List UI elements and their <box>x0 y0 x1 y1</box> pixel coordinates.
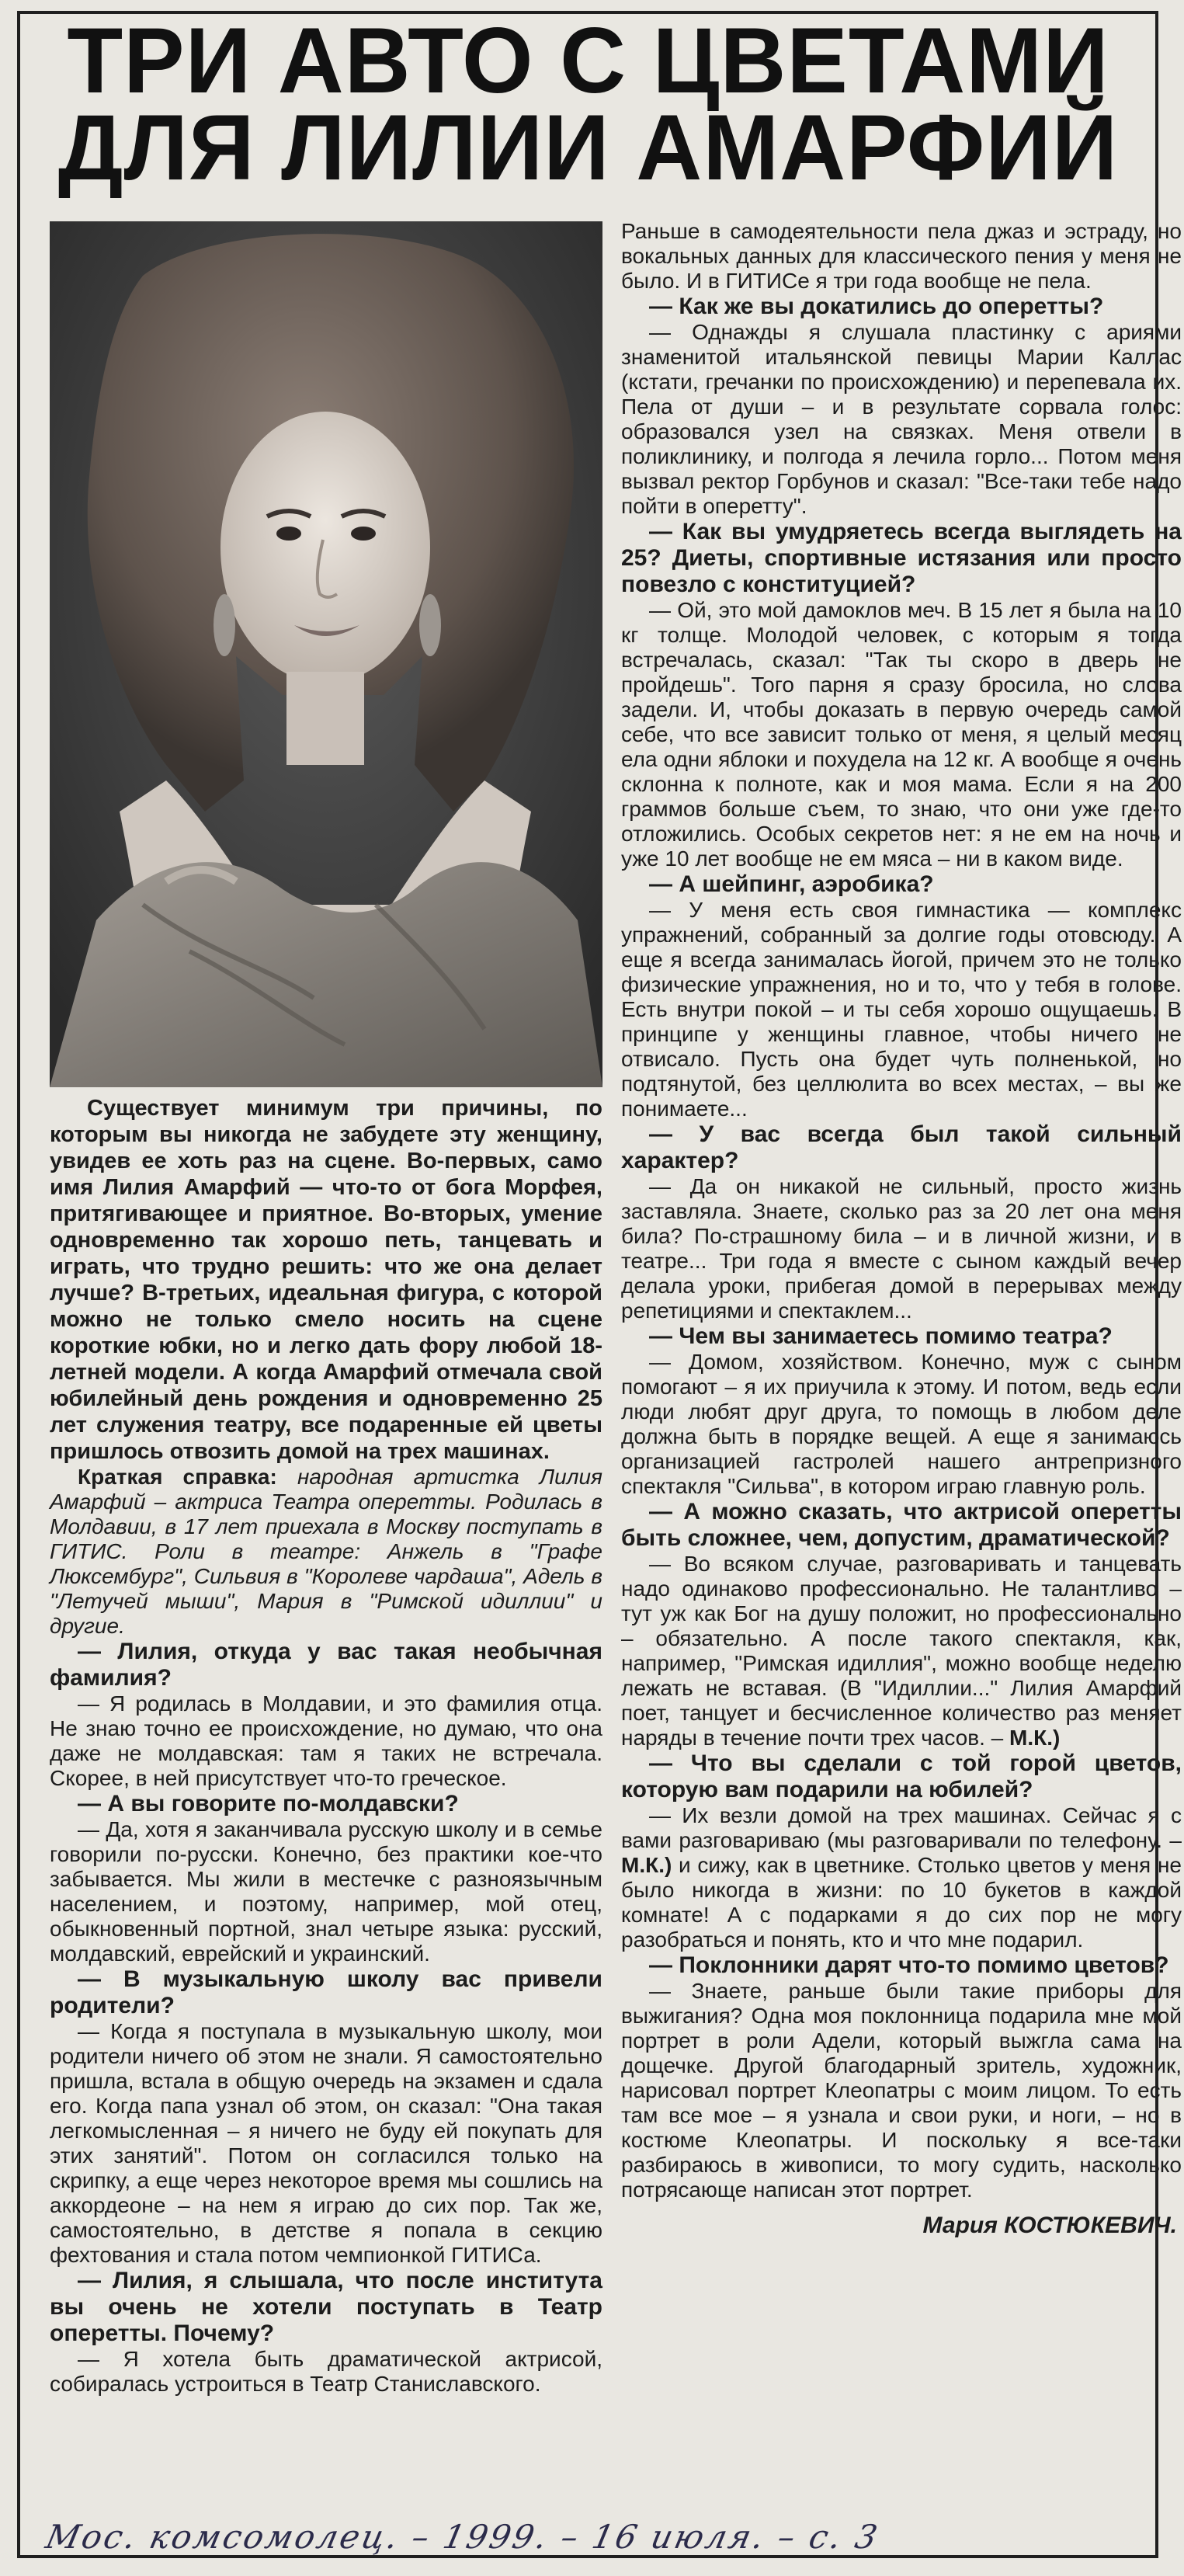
answer-10 <box>621 1552 1182 1750</box>
editor-note-mk-2: М.К.) <box>621 1853 672 1877</box>
answer-6: — Ой, это мой дамоклов меч. В 15 лет я была на 10 кг толще. Молодой человек, с которым я тогда встречалась, сказал: "Так ты скоро в дверь не пройдешь". Того парня я сразу бросила, но слова задели. И, чтобы доказать в первую очередь самой себе, что все зависит только от меня, я целый месяц ела одни яблоки и похудела на 12 кг. А вообще я очень склонна к полноте, как и моя мама. Если я на 200 граммов больше съем, то знаю, что они уже где-то отложились. Особых секретов нет: я не ем на ночь и уже 10 лет вообще не ем мяса – ни в каком виде. <box>621 598 1182 871</box>
answer-11 <box>621 1803 1182 1952</box>
headline-line-2: ДЛЯ ЛИЛИИ АМАРФИЙ <box>57 96 1119 200</box>
portrait-photo <box>50 221 602 1087</box>
article-column-right <box>621 219 1182 2238</box>
question-10: — А можно сказать, что актрисой оперетты быть сложнее, чем, допустим, драматической? <box>621 1499 1182 1551</box>
answer-11-text-a: — Их везли домой на трех машинах. Сейчас я с вами разговариваю (мы разговаривали по телефону. – <box>621 1803 1182 1852</box>
question-11: — Что вы сделали с той горой цветов, которую вам подарили на юбилей? <box>621 1750 1182 1803</box>
answer-9: — Домом, хозяйством. Конечно, муж с сыном помогают – я их приучила к этому. И потом, ведь если люди любят друг друга, то помощь в любом деле должна быть в порядке вещей. А еще я занимаюсь организацией гастролей нашего антрепризного спектакля "Сильва", в котором играю главную роль. <box>621 1350 1182 1498</box>
question-5: — Как же вы докатились до оперетты? <box>649 294 1104 319</box>
question-2: — А вы говорите по-молдавски? <box>78 1791 459 1816</box>
question-7: — А шейпинг, аэробика? <box>649 871 934 897</box>
answer-1: — Я родилась в Молдавии, и это фамилия отца. Не знаю точно ее происхождение, но думаю, что она даже не молдавская: там я таких не встречала. Скорее, в ней присутствует что-то греческое. <box>50 1691 602 1790</box>
handwritten-source-note: Мос. комсомолец. – 1999. – 16 июля. – с. 3 <box>42 2518 884 2556</box>
question-9: — Чем вы занимаетесь помимо театра? <box>649 1323 1113 1349</box>
answer-8: — Да он никакой не сильный, просто жизнь заставляла. Знаете, сколько раз за 20 лет она меня била? По-страшному била – и в личной жизни, и в театре... Три года я вместе с сыном каждый вечер делала уроки, прибегая домой в перерывах между репетициями и спектаклем... <box>621 1174 1182 1323</box>
answer-4: — Я хотела быть драматической актрисой, собиралась устроиться в Театр Станиславского. <box>50 2347 602 2396</box>
question-8: — У вас всегда был такой сильный характер? <box>621 1121 1182 1173</box>
question-6: — Как вы умудряетесь всегда выглядеть на 25? Диеты, спортивные истязания или просто повезло с конституцией? <box>621 519 1182 597</box>
question-4: — Лилия, я слышала, что после института вы очень не хотели поступать в Театр оперетты. Почему? <box>50 2268 602 2346</box>
question-12: — Поклонники дарят что-то помимо цветов? <box>649 1952 1169 1978</box>
portrait-photo-icon <box>50 221 602 1087</box>
answer-4-continued: Раньше в самодеятельности пела джаз и эстраду, но вокальных данных для классического пения у меня не было. И в ГИТИСе я три года вообще не пела. <box>621 219 1182 293</box>
editor-note-mk: М.К.) <box>1009 1726 1061 1750</box>
answer-2: — Да, хотя я заканчивала русскую школу и в семье говорили по-русски. Конечно, без практики кое-что забывается. Мы жили в местечке с разноязычным населением, и поэтому, например, мой отец, обыкновенный портной, знал четыре языка: русский, молдавский, еврейский и украинский. <box>50 1817 602 1966</box>
article-column-left <box>50 1095 602 2397</box>
answer-5: — Однажды я слушала пластинку с ариями знаменитой итальянской певицы Марии Каллас (кстати, гречанки по происхождению) и перепевала их. Пела от души – и в результате сорвала голос: образовался узел на связках. Меня отвели в поликлинику, и полгода я лечила горло... Потом меня вызвал ректор Горбунов и сказал: "Все-таки тебе надо пойти в оперетту". <box>621 320 1182 518</box>
author-signature: Мария КОСТЮКЕВИЧ. <box>922 2213 1177 2238</box>
answer-7: — У меня есть своя гимнастика — комплекс упражнений, собранный за долгие годы отовсюду. А еще я всегда занималась йогой, причем это не только физические упражнения, но и то, что у тебя в голове. Есть внутри покой – и ты себя хорошо ощущаешь. В принципе у женщины главное, чтобы ничего не отвисало. Пусть она будет чуть полненькой, но подтянутой, без целлюлита во всех местах, – вы же понимаете... <box>621 898 1182 1121</box>
brief-info <box>50 1465 602 1639</box>
question-3: — В музыкальную школу вас привели родители? <box>50 1966 602 2018</box>
lead-paragraph: Существует минимум три причины, по которым вы никогда не забудете эту женщину, увидев ее хоть раз на сцене. Во-первых, само имя Лилия Амарфий — что-то от бога Морфея, притягивающее и приятное. Во-вторых, умение одновременно так хорошо петь, танцевать и играть, что трудно решить: что же она делает лучше? В-третьих, идеальная фигура, с которой можно не только смело носить на сцене короткие юбки, но и легко дать фору любой 18-летней модели. А когда Амарфий отмечала свой юбилейный день рождения и одновременно 25 лет служения театру, все подаренные ей цветы пришлось отвозить домой на трех машинах. <box>50 1096 602 1464</box>
answer-3: — Когда я поступала в музыкальную школу, мои родители ничего об этом не знали. Я самостоятельно пришла, встала в общую очередь на экзамен и сдала его. Когда папа узнал об этом, он сказал: "Она такая легкомысленная – я ничего не буду ей покупать для этих занятий". Потом он согласился только на скрипку, а еще через некоторое время мы сошлись на аккордеоне – на нем я играю до сих пор. Так же, самостоятельно, в детстве я попала в секцию фехтования и стала потом чемпионкой ГИТИСа. <box>50 2019 602 2267</box>
answer-12: — Знаете, раньше были такие приборы для выжигания? Одна моя поклонница подарила мне мой портрет в роли Адели, который выжгла сама на дощечке. Другой благодарный зритель, художник, нарисовал портрет Клеопатры с моим лицом. То есть там все мое – я узнала и свои руки, и ноги, – но в костюме Клеопатры. И поскольку я все-таки разбираюсь в живописи, то могу судить, насколько потрясающе написан этот портрет. <box>621 1979 1182 2202</box>
brief-label: Краткая справка: <box>78 1465 277 1489</box>
brief-text: народная артистка Лилия Амарфий – актриса Театра оперетты. Родилась в Молдавии, в 17 лет приехала в Москву поступать в ГИТИС. Роли в театре: Анжель в "Графе Люксембург", Сильвия в "Королеве чардаша", Адель в "Летучей мыши", Мария в "Римской идиллии" и другие. <box>50 1465 603 1638</box>
headline <box>42 9 1134 200</box>
question-1: — Лилия, откуда у вас такая необычная фамилия? <box>50 1639 602 1691</box>
headline-line-1: ТРИ АВТО С ЦВЕТАМИ <box>67 9 1109 113</box>
answer-11-text-b: и сижу, как в цветнике. Столько цветов у меня не было никогда в жизни: по 10 букетов в каждой комнате! А с подарками я до сих пор не могу разобраться и понять, кто и что мне подарил. <box>621 1853 1182 1952</box>
answer-10-text: — Во всяком случае, разговаривать и танцевать надо одинаково профессионально. Не талантливо – тут уж как Бог на душу положит, но профессионально – обязательно. А после такого спектакля, как, например, "Римская идиллия", можно вообще неделю лежать не вставая. (В "Идиллии..." Лилия Амарфий поет, танцует и бесчисленное количество раз меняет наряды в течение почти трех часов. – <box>621 1552 1182 1750</box>
